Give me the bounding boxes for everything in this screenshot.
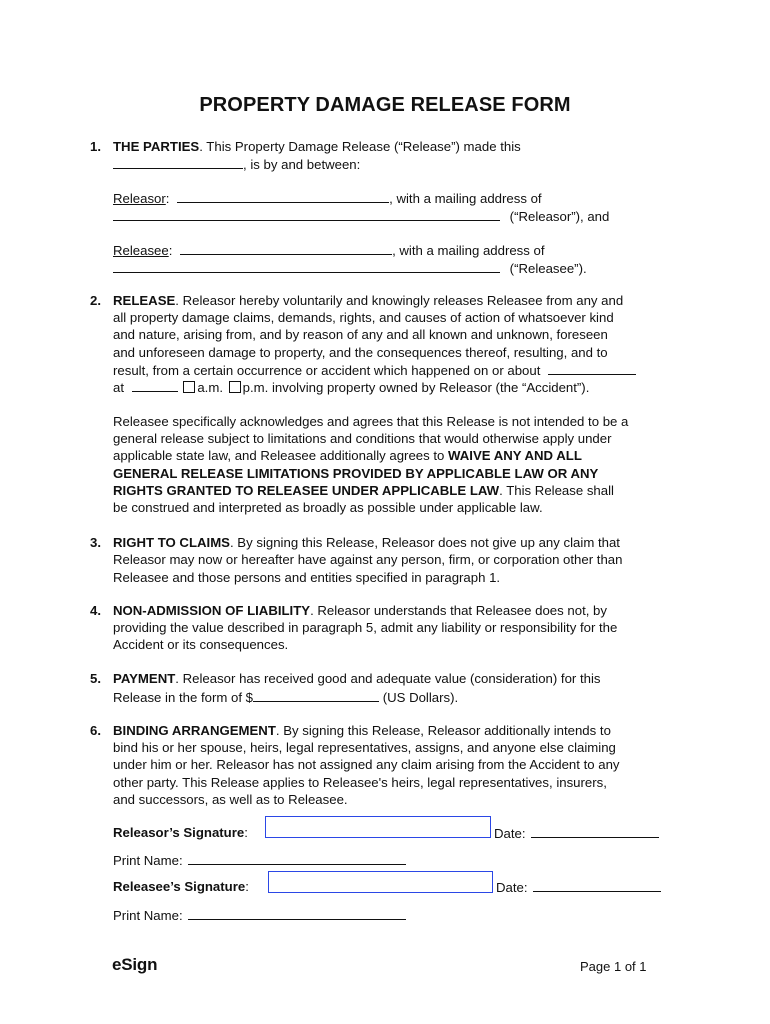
am-checkbox[interactable] xyxy=(183,381,195,393)
colon: : xyxy=(168,243,173,258)
section-6-line-3: under him or her. Releasor has not assigned any claim arising from the Accident to any xyxy=(113,757,620,772)
section-2-p2-line-1: Releasee specifically acknowledges and agrees that this Release is not intended to be a xyxy=(113,414,629,429)
section-2-p2-line-3 xyxy=(113,448,582,463)
section-6-heading: BINDING ARRANGEMENT xyxy=(113,723,276,738)
releasor-mid-text: , with a mailing address of xyxy=(389,191,542,206)
section-5-text: Release in the form of $ xyxy=(113,690,254,705)
releasee-address-line xyxy=(113,260,587,276)
colon: : xyxy=(165,191,170,206)
section-2-emphasis: WAIVE ANY AND ALL xyxy=(448,448,582,463)
section-2-emphasis: RIGHTS GRANTED TO RELEASEE UNDER APPLICABLE LAW xyxy=(113,483,500,498)
section-6-line-2: bind his or her spouse, heirs, legal representatives, assigns, and anyone else claiming xyxy=(113,740,616,755)
releasor-date-field[interactable] xyxy=(531,825,659,838)
releasor-print-name-field[interactable] xyxy=(188,852,406,865)
accident-date-field[interactable] xyxy=(548,362,636,375)
section-1-heading: THE PARTIES xyxy=(113,139,200,154)
section-5-heading: PAYMENT xyxy=(113,671,176,686)
section-2-p2-line-5 xyxy=(113,483,614,498)
releasor-end-text: (“Releasor”), and xyxy=(509,209,610,224)
section-6-number: 6. xyxy=(90,723,101,738)
section-2-p2-line-2: general release subject to limitations and conditions that would otherwise apply under xyxy=(113,431,612,446)
section-6-line-1 xyxy=(113,723,611,738)
releasor-date-row xyxy=(494,825,659,841)
section-5-text: (US Dollars). xyxy=(382,690,459,705)
releasee-address-field[interactable] xyxy=(113,260,500,273)
section-4-line-3: Accident or its consequences. xyxy=(113,637,289,652)
print-name-label: Print Name: xyxy=(113,908,183,923)
page-number: Page 1 of 1 xyxy=(580,959,647,974)
section-5-line-1 xyxy=(113,671,601,686)
section-2-line-4: and unforeseen damage to property, and the consequences thereof, resulting, and to xyxy=(113,345,608,360)
releasee-signature-field[interactable] xyxy=(268,871,493,893)
section-2-text: result, from a certain occurrence or accident which happened on or about xyxy=(113,363,541,378)
print-name-label: Print Name: xyxy=(113,853,183,868)
releasee-name-field[interactable] xyxy=(180,242,392,255)
section-2-text: at xyxy=(113,380,124,395)
payment-amount-field[interactable] xyxy=(253,689,379,702)
releasor-address-line xyxy=(113,208,609,224)
section-2-number: 2. xyxy=(90,293,101,308)
releasor-line xyxy=(113,190,542,206)
date-made-field[interactable] xyxy=(113,156,243,169)
section-3-text: . By signing this Release, Releasor does not give up any claim that xyxy=(229,535,620,550)
section-2-line-5 xyxy=(113,362,636,378)
section-1-number: 1. xyxy=(90,139,101,154)
section-5-text: . Releasor has received good and adequate value (consideration) for this xyxy=(175,671,601,686)
colon: : xyxy=(245,879,249,894)
colon: : xyxy=(244,825,248,840)
releasee-date-row xyxy=(496,879,661,895)
section-1-text-b: , is by and between: xyxy=(243,157,361,172)
releasee-print-name-row xyxy=(113,907,406,923)
releasee-signature-label: Releasee’s Signature xyxy=(113,879,246,894)
section-2-line-6 xyxy=(113,379,589,395)
pm-checkbox[interactable] xyxy=(229,381,241,393)
section-2-text: p.m. involving property owned by Releasor (the “Accident”). xyxy=(242,380,590,395)
releasor-signature-field[interactable] xyxy=(265,816,491,838)
section-3-line-3: Releasee and those persons and entities specified in paragraph 1. xyxy=(113,570,501,585)
section-2-heading: RELEASE xyxy=(113,293,176,308)
section-2-p2-line-4: GENERAL RELEASE LIMITATIONS PROVIDED BY APPLICABLE LAW OR ANY xyxy=(113,466,599,481)
section-4-number: 4. xyxy=(90,603,101,618)
section-2-line-1 xyxy=(113,293,623,308)
releasee-mid-text: , with a mailing address of xyxy=(392,243,545,258)
section-4-line-1 xyxy=(113,603,607,618)
section-6-line-4: other party. This Release applies to Releasee's heirs, legal representatives, insurers, xyxy=(113,775,607,790)
section-3-line-1 xyxy=(113,535,620,550)
section-4-heading: NON-ADMISSION OF LIABILITY xyxy=(113,603,311,618)
section-3-line-2: Releasor may now or hereafter have against any person, firm, or corporation other than xyxy=(113,552,623,567)
accident-time-field[interactable] xyxy=(132,379,178,392)
section-6-text: . By signing this Release, Releasor additionally intends to xyxy=(275,723,611,738)
date-label: Date: xyxy=(494,826,526,841)
section-2-line-3: and nature, arising from, and by reason of any and all known and unknown, foreseen xyxy=(113,327,608,342)
releasor-name-field[interactable] xyxy=(177,190,389,203)
releasor-address-field[interactable] xyxy=(113,208,500,221)
section-1-text-a: . This Property Damage Release (“Release”) made this xyxy=(199,139,521,154)
releasee-end-text: (“Releasee”). xyxy=(509,261,587,276)
section-1-line-1 xyxy=(113,139,521,154)
releasor-signature-row xyxy=(113,825,248,840)
esign-logo: eSign xyxy=(112,955,158,974)
releasee-signature-row xyxy=(113,879,249,894)
date-label: Date: xyxy=(496,880,528,895)
section-2-p2-line-6: be construed and interpreted as broadly as possible under applicable law. xyxy=(113,500,543,515)
section-5-line-2 xyxy=(113,689,458,705)
am-label: a.m. xyxy=(197,380,223,395)
releasor-label: Releasor xyxy=(113,191,166,206)
section-4-line-2: providing the value described in paragraph 5, admit any liability or responsibility for the xyxy=(113,620,618,635)
section-3-heading: RIGHT TO CLAIMS xyxy=(113,535,230,550)
section-2-line-2: all property damage claims, demands, rights, and causes of action of whatsoever kind xyxy=(113,310,614,325)
section-3-number: 3. xyxy=(90,535,101,550)
section-6-line-5: and successors, as well as to Releasee. xyxy=(113,792,348,807)
section-1-line-2 xyxy=(113,156,360,172)
releasee-print-name-field[interactable] xyxy=(188,907,406,920)
releasee-line xyxy=(113,242,545,258)
section-4-text: . Releasor understands that Releasee does not, by xyxy=(310,603,607,618)
releasee-label: Releasee xyxy=(113,243,169,258)
page-title: PROPERTY DAMAGE RELEASE FORM xyxy=(199,94,571,116)
section-2-text: . This Release shall xyxy=(499,483,614,498)
section-5-number: 5. xyxy=(90,671,101,686)
releasor-signature-label: Releasor’s Signature xyxy=(113,825,245,840)
releasee-date-field[interactable] xyxy=(533,879,661,892)
section-2-text: applicable state law, and Releasee additionally agrees to xyxy=(113,448,449,463)
section-2-text: . Releasor hereby voluntarily and knowingly releases Releasee from any and xyxy=(175,293,624,308)
releasor-print-name-row xyxy=(113,852,406,868)
